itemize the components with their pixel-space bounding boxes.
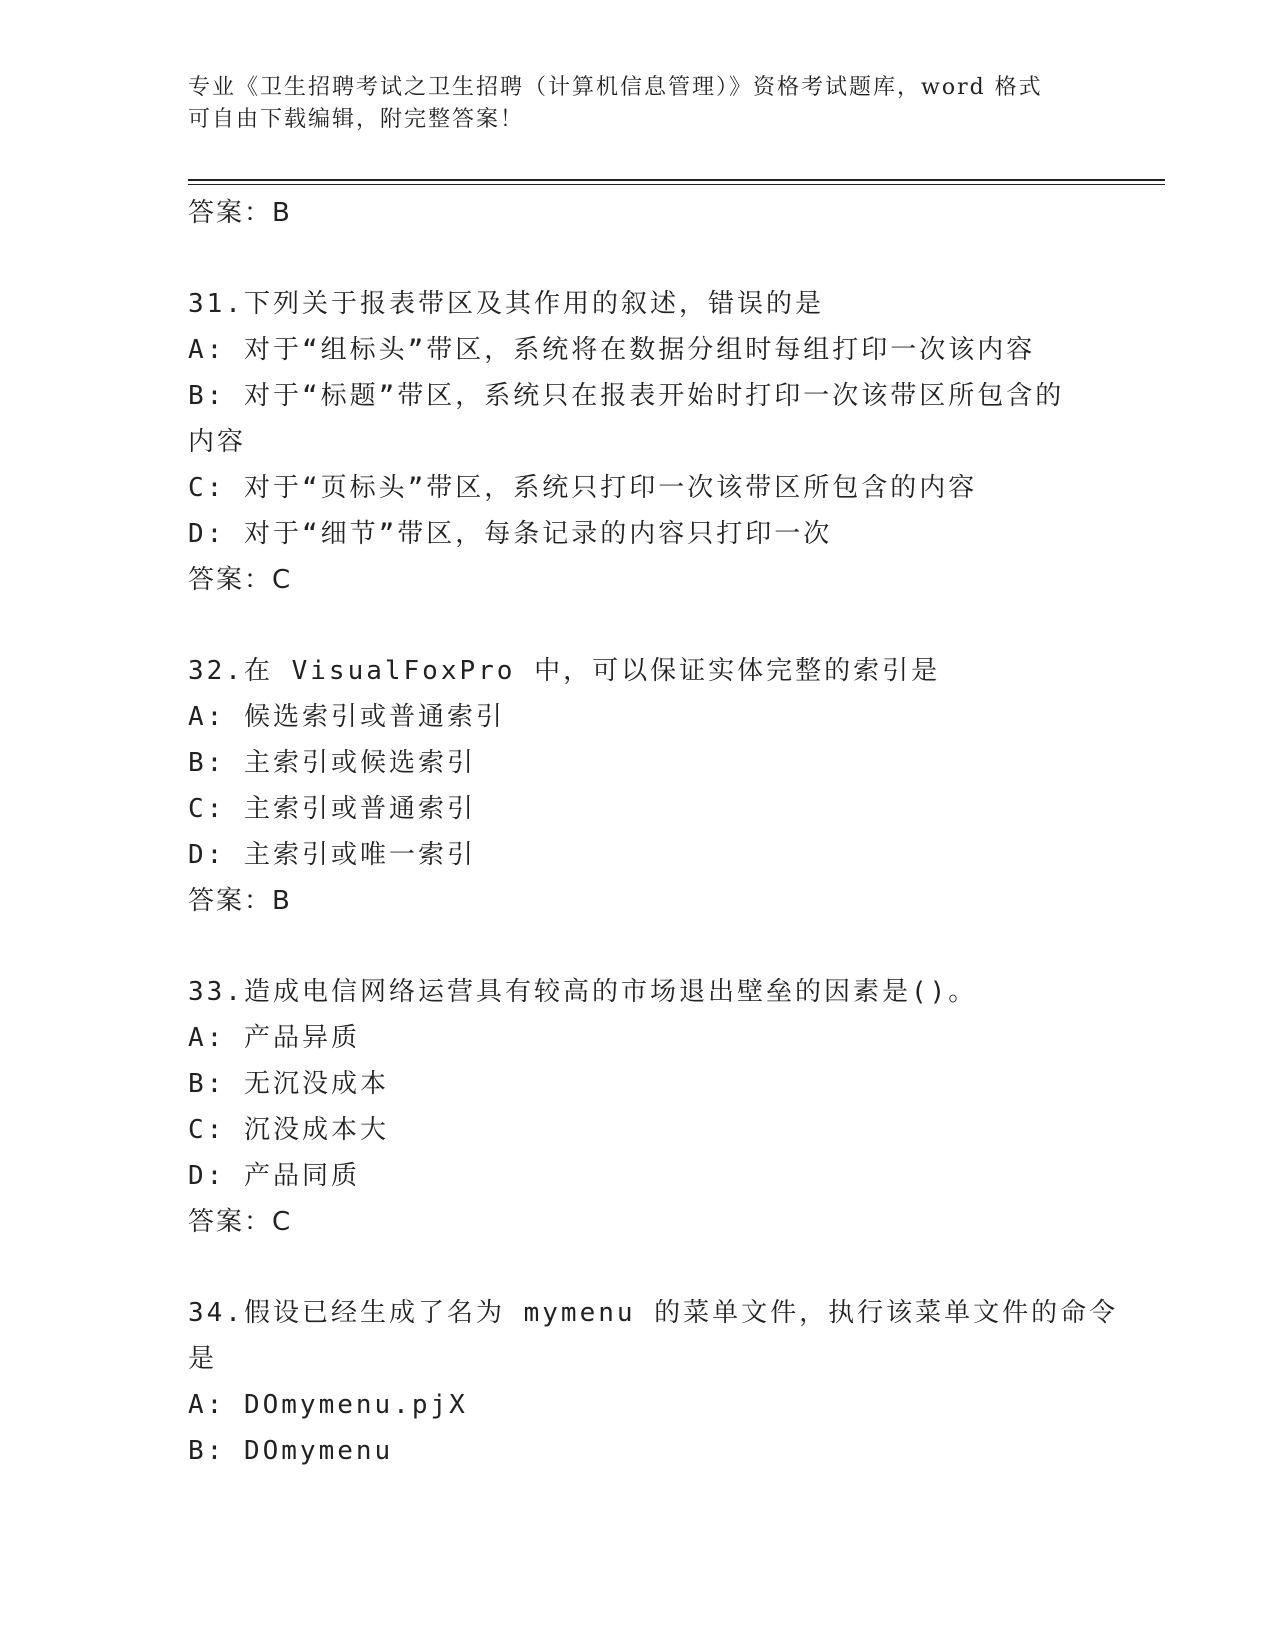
header-line-1: 专业《卫生招聘考试之卫生招聘（计算机信息管理）》资格考试题库，word 格式 (188, 75, 1043, 100)
header-rule-thin (188, 184, 1165, 185)
option-d: D: 产品同质 (188, 1161, 360, 1191)
option-a: A: 对于“组标头”带区，系统将在数据分组时每组打印一次该内容 (188, 335, 1036, 365)
question-stem: 34.假设已经生成了名为 mymenu 的菜单文件，执行该菜单文件的命令 (188, 1298, 1119, 1328)
option-d: D: 对于“细节”带区，每条记录的内容只打印一次 (188, 519, 833, 549)
answer-line: 答案：B (188, 198, 292, 228)
header-rule-thick (188, 179, 1165, 181)
question-stem: 32.在 VisualFoxPro 中，可以保证实体完整的索引是 (188, 656, 941, 686)
spacer (188, 1245, 1088, 1290)
option-c: C: 主索引或普通索引 (188, 794, 476, 824)
option-c: C: 对于“页标头”带区，系统只打印一次该带区所包含的内容 (188, 473, 978, 503)
question-list (188, 190, 1119, 1474)
option-b: B: 主索引或候选索引 (188, 748, 476, 778)
spacer (188, 924, 1088, 969)
question-block (188, 648, 1088, 924)
answer-line: 答案：B (188, 886, 292, 916)
answer-line: 答案：C (188, 1207, 293, 1237)
question-block (188, 1290, 1119, 1474)
option-b: B: 对于“标题”带区，系统只在报表开始时打印一次该带区所包含的 (188, 381, 1065, 411)
option-b: B: 无沉没成本 (188, 1069, 389, 1099)
header-line-2: 可自由下载编辑，附完整答案！ (188, 107, 525, 132)
option-d: D: 主索引或唯一索引 (188, 840, 476, 870)
option-c: C: 沉没成本大 (188, 1115, 389, 1145)
option-a: A: DOmymenu.pjX (188, 1390, 468, 1420)
answer-line: 答案：C (188, 565, 293, 595)
document-header (188, 72, 1068, 136)
option-b-continued: 内容 (188, 427, 247, 457)
question-block (188, 969, 1088, 1245)
option-a: A: 产品异质 (188, 1023, 360, 1053)
question-stem: 31.下列关于报表带区及其作用的叙述，错误的是 (188, 289, 824, 319)
spacer (188, 236, 1088, 281)
question-stem: 33.造成电信网络运营具有较高的市场退出壁垒的因素是()。 (188, 977, 978, 1007)
spacer (188, 603, 1088, 648)
option-b: B: DOmymenu (188, 1436, 394, 1466)
question-block (188, 281, 1088, 603)
option-a: A: 候选索引或普通索引 (188, 702, 505, 732)
question-stem-continued: 是 (188, 1344, 218, 1374)
